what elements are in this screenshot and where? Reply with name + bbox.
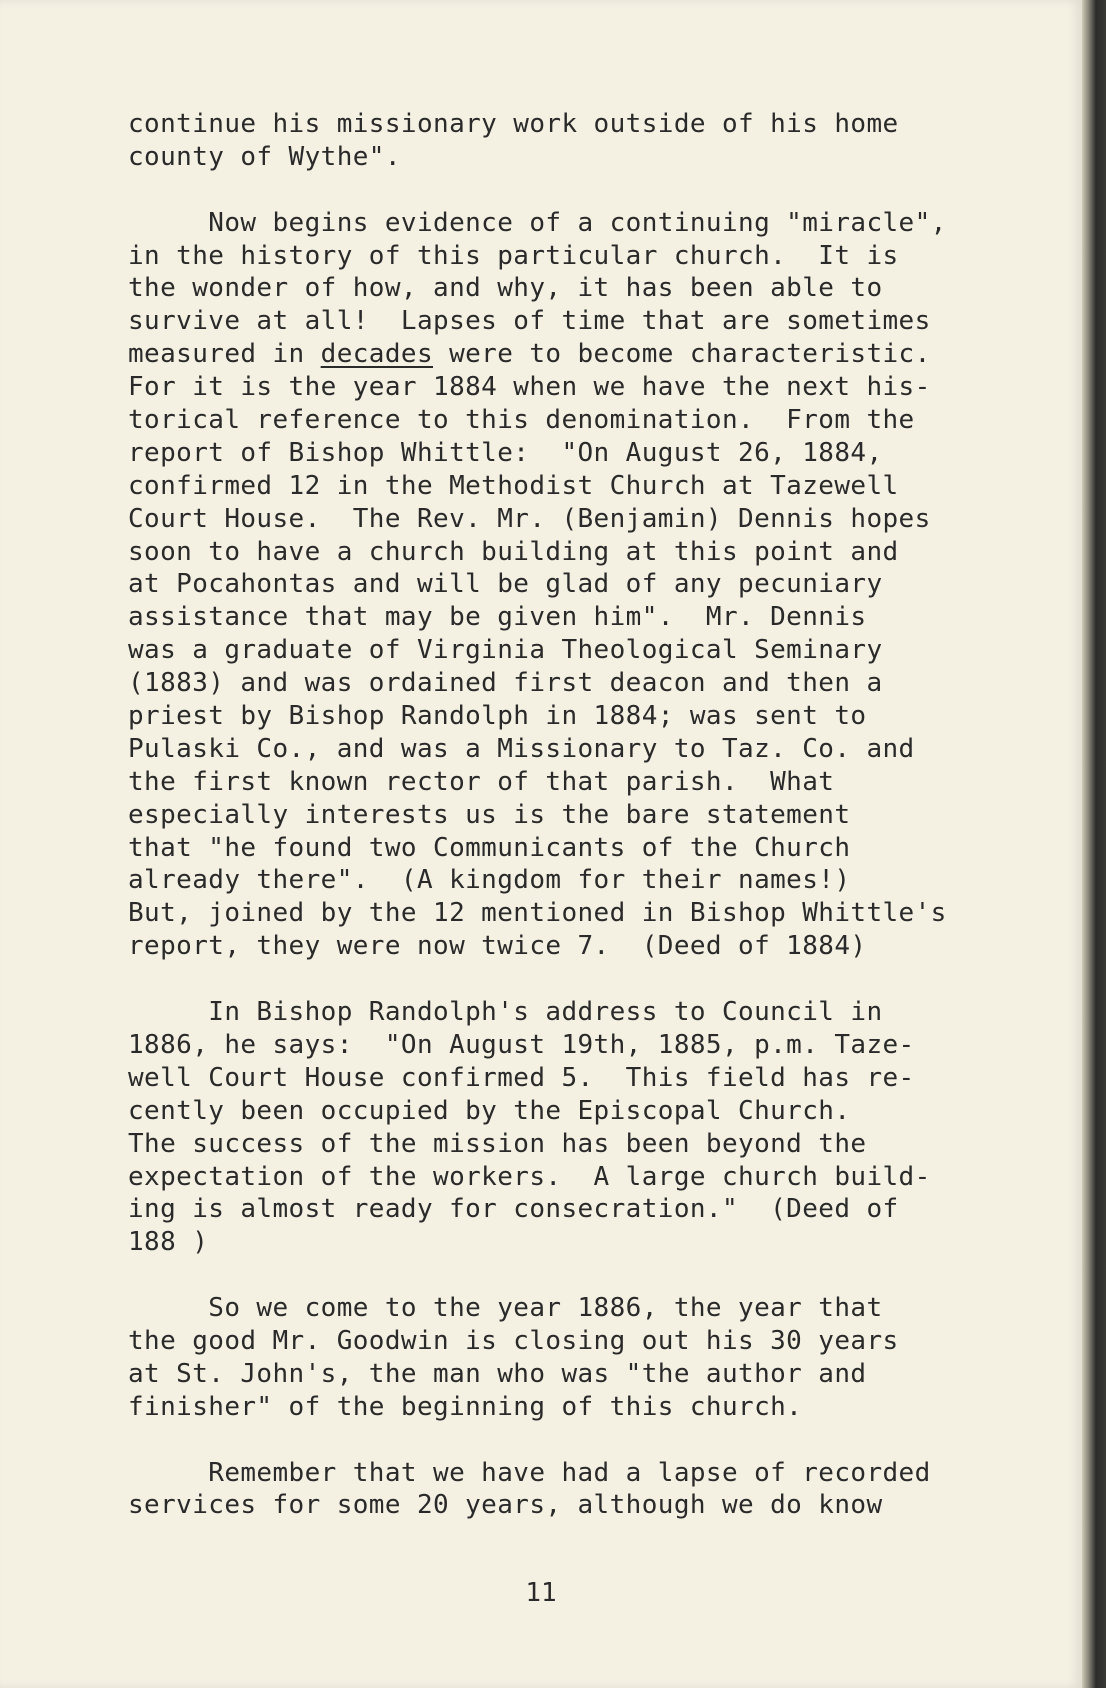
text-line: (1883) and was ordained first deacon and then a — [128, 668, 883, 699]
text-line: county of Wythe". — [128, 141, 401, 172]
text-line: priest by Bishop Randolph in 1884; was sent to — [128, 701, 867, 732]
text-line: Remember that we have had a lapse of recorded — [128, 1457, 931, 1488]
text-line: especially interests us is the bare statement — [128, 799, 851, 830]
text-line: assistance that may be given him". Mr. Dennis — [128, 602, 867, 633]
text-line: already there". (A kingdom for their names!) — [128, 865, 851, 896]
text-line: report, they were now twice 7. (Deed of 1884) — [128, 931, 867, 962]
page-number: 11 — [525, 1578, 557, 1608]
text-line: the good Mr. Goodwin is closing out his 30 years — [128, 1325, 899, 1356]
text-line: 1886, he says: "On August 19th, 1885, p.m. Taze- — [128, 1029, 915, 1060]
text-line: Court House. The Rev. Mr. (Benjamin) Dennis hopes — [128, 503, 931, 534]
text-line: So we come to the year 1886, the year that — [128, 1293, 883, 1324]
text-line: 188 ) — [128, 1227, 209, 1258]
paragraph-gap — [128, 1259, 1008, 1292]
text-line: In Bishop Randolph's address to Council in — [128, 997, 883, 1028]
text-line: soon to have a church building at this point and — [128, 536, 899, 567]
text-line: the wonder of how, and why, it has been able to — [128, 273, 883, 304]
text-segment: were to become characteristic. — [433, 339, 931, 370]
text-line: finisher" of the beginning of this church. — [128, 1391, 803, 1422]
text-line: Now begins evidence of a continuing "miracle", — [128, 207, 947, 238]
text-line: was a graduate of Virginia Theological Seminary — [128, 635, 883, 666]
underlined-word: decades — [320, 339, 434, 370]
text-line: For it is the year 1884 when we have the next his- — [128, 372, 931, 403]
paragraph-gap — [128, 963, 1008, 996]
text-line: report of Bishop Whittle: "On August 26, 1884, — [128, 437, 883, 468]
text-line: at Pocahontas and will be glad of any pecuniary — [128, 569, 883, 600]
text-segment: measured in — [128, 339, 321, 370]
text-line: survive at all! Lapses of time that are sometimes — [128, 306, 931, 337]
text-line: at St. John's, the man who was "the author and — [128, 1358, 867, 1389]
text-line: cently been occupied by the Episcopal Church. — [128, 1095, 851, 1126]
text-line: torical reference to this denomination. From the — [128, 405, 915, 436]
text-line: Pulaski Co., and was a Missionary to Taz. Co. and — [128, 733, 915, 764]
text-line: The success of the mission has been beyond the — [128, 1128, 867, 1159]
text-line: in the history of this particular church. It is — [128, 240, 899, 271]
text-line: confirmed 12 in the Methodist Church at Tazewell — [128, 470, 899, 501]
text-line-with-underline — [128, 338, 1008, 371]
text-line: that "he found two Communicants of the Church — [128, 832, 851, 863]
text-line: ing is almost ready for consecration." (Deed of — [128, 1194, 899, 1225]
page-edge-shadow — [1082, 0, 1106, 1688]
text-line: the first known rector of that parish. What — [128, 766, 835, 797]
text-line: continue his missionary work outside of his home — [128, 109, 899, 139]
paragraph-gap — [128, 174, 1008, 207]
text-line: services for some 20 years, although we do know — [128, 1490, 883, 1521]
text-line: expectation of the workers. A large church build- — [128, 1161, 931, 1192]
text-line: But, joined by the 12 mentioned in Bishop Whittle's — [128, 898, 947, 929]
text-line: well Court House confirmed 5. This field has re- — [128, 1062, 915, 1093]
paragraph-gap — [128, 1424, 1008, 1457]
body-text — [128, 108, 1008, 1522]
